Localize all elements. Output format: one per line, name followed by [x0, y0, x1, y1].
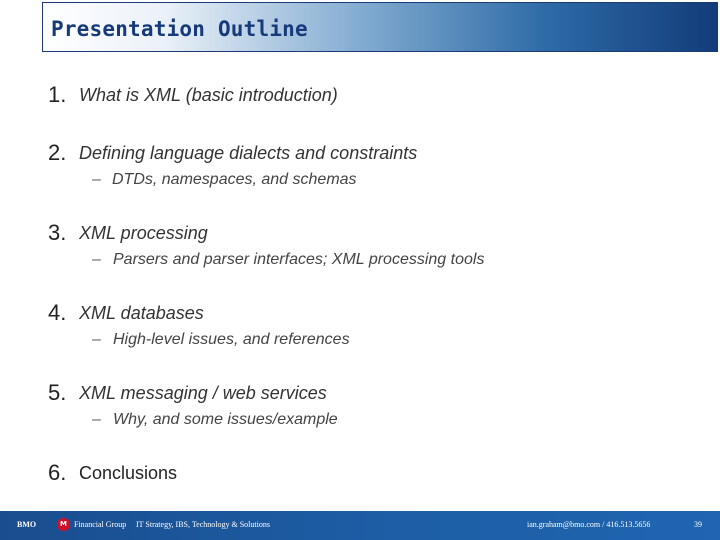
footer-contact: ian.graham@bmo.com / 416.513.5656	[527, 520, 651, 529]
item-label: Conclusions	[79, 463, 178, 483]
subitem-text: Why, and some issues/example	[113, 411, 338, 428]
item-number: 2.	[48, 140, 67, 165]
item-label: XML processing	[79, 223, 208, 243]
subitem-text: High-level issues, and references	[113, 331, 350, 348]
subitem-text: Parsers and parser interfaces; XML processing tools	[113, 251, 485, 268]
item-label: XML databases	[79, 303, 204, 323]
outline-item-4	[0, 298, 720, 328]
subitem-dash: –	[92, 331, 101, 348]
outline-item-1	[0, 80, 720, 110]
item-label: Defining language dialects and constraints	[79, 143, 418, 163]
item-number: 4.	[48, 300, 67, 325]
outline-item-3	[0, 218, 720, 248]
item-number: 5.	[48, 380, 67, 405]
item-label: XML messaging / web services	[79, 383, 327, 403]
outline-subitem-4	[0, 328, 720, 352]
outline-item-5	[0, 378, 720, 408]
footer-bar	[0, 511, 720, 540]
outline-subitem-3	[0, 248, 720, 272]
bmo-roundel-icon: M	[57, 518, 70, 531]
item-number: 1.	[48, 82, 67, 107]
outline-subitem-5	[0, 408, 720, 432]
subitem-dash: –	[92, 411, 101, 428]
page-number: 39	[694, 520, 702, 529]
item-number: 6.	[48, 460, 67, 485]
outline-subitem-2	[0, 168, 720, 192]
footer-department: IT Strategy, IBS, Technology & Solutions	[136, 520, 270, 529]
logo-group-name: Financial Group	[74, 520, 127, 529]
logo-brand: BMO	[17, 520, 37, 529]
subitem-dash: –	[92, 171, 101, 188]
slide-title: Presentation Outline	[51, 17, 308, 41]
outline-item-2	[0, 138, 720, 168]
item-number: 3.	[48, 220, 67, 245]
item-label: What is XML (basic introduction)	[79, 85, 338, 105]
subitem-text: DTDs, namespaces, and schemas	[112, 171, 357, 188]
outline-item-6	[0, 458, 720, 488]
subitem-dash: –	[92, 251, 101, 268]
